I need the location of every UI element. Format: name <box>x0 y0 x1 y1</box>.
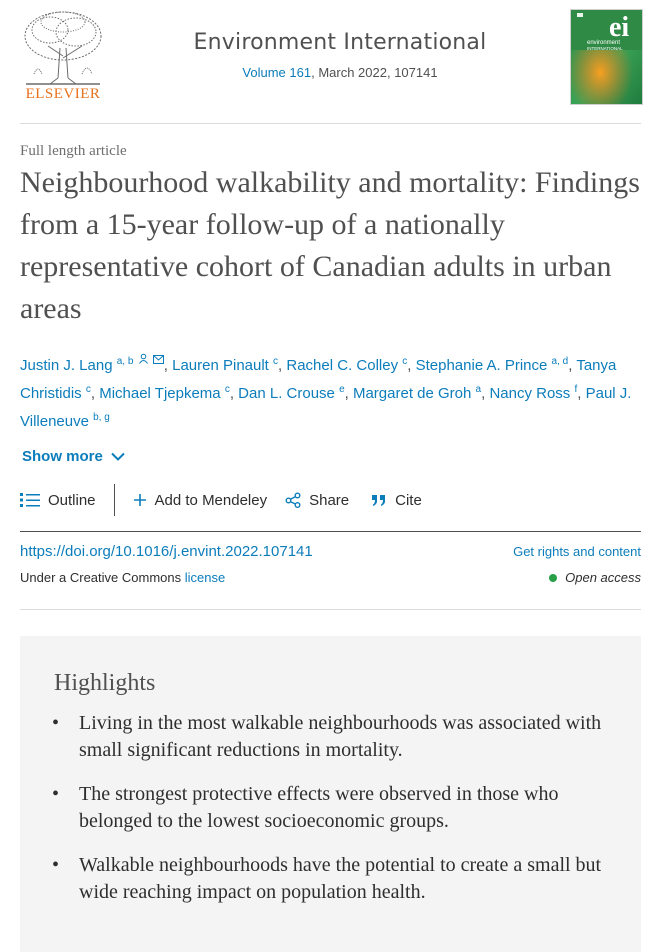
list-item <box>52 852 612 906</box>
license-link[interactable]: license <box>184 570 226 585</box>
journal-issue <box>140 65 540 80</box>
list-icon <box>20 492 40 508</box>
author-link[interactable]: Lauren Pinault <box>172 357 269 374</box>
journal-info <box>140 30 540 80</box>
article-title: Neighbourhood walkability and mortality: Findings from a 15-year follow-up of a nationally representative cohort of Canadian adults in urban areas <box>20 166 640 325</box>
email-icon[interactable] <box>153 355 164 364</box>
bullet-icon: • <box>52 712 60 734</box>
bullet-icon: • <box>52 783 60 805</box>
share-label: Share <box>309 491 350 509</box>
highlight-text: Living in the most walkable neighbourhoods was associated with small significant reductions in mortality. <box>79 712 602 761</box>
highlights-list <box>52 710 612 923</box>
author-link[interactable]: Rachel C. Colley <box>286 357 399 374</box>
bullet-icon: • <box>52 854 60 876</box>
cover-image-icon <box>571 10 643 105</box>
author-affiliation[interactable]: b, g <box>93 412 110 423</box>
list-item <box>52 781 612 835</box>
svg-text:INTERNATIONAL: INTERNATIONAL <box>587 46 623 51</box>
outline-label: Outline <box>48 491 96 509</box>
highlight-text: Walkable neighbourhoods have the potential to create a small but wide reaching impact on population health. <box>79 854 602 903</box>
add-to-mendeley-button[interactable] <box>133 492 268 509</box>
license-line <box>20 570 225 585</box>
license-prefix: Under a Creative Commons <box>20 570 185 585</box>
cite-label: Cite <box>395 491 422 509</box>
open-access-dot-icon <box>549 574 557 582</box>
share-button[interactable] <box>285 492 349 509</box>
plus-icon <box>133 493 147 507</box>
article-type: Full length article <box>20 143 127 159</box>
author-affiliation[interactable]: a, d <box>551 356 569 367</box>
mendeley-label: Add to Mendeley <box>154 491 268 509</box>
article-toolbar <box>20 484 422 516</box>
journal-title[interactable]: Environment International <box>193 30 487 55</box>
toolbar-divider <box>20 531 641 532</box>
highlights-title: Highlights <box>54 670 156 696</box>
author-link[interactable]: Justin J. Lang <box>20 357 113 374</box>
author-affiliation[interactable]: a, b <box>116 356 134 367</box>
toolbar-separator <box>114 484 115 516</box>
person-icon[interactable] <box>138 353 149 364</box>
header-divider <box>20 123 641 124</box>
author-link[interactable]: Paul J. Villeneuve <box>20 385 632 430</box>
author-affiliation[interactable]: c <box>402 356 408 367</box>
author-affiliation[interactable]: c <box>224 384 230 395</box>
svg-text:ei: ei <box>609 12 630 43</box>
outline-button[interactable] <box>20 492 96 509</box>
quote-icon <box>371 493 387 507</box>
author-link[interactable]: Dan L. Crouse <box>238 385 335 402</box>
doi-link[interactable]: https://doi.org/10.1016/j.envint.2022.107141 <box>20 543 313 560</box>
author-affiliation[interactable]: c <box>273 356 279 367</box>
author-link[interactable]: Margaret de Groh <box>352 385 472 402</box>
author-affiliation[interactable]: c <box>85 384 91 395</box>
show-more-label: Show more <box>22 448 103 465</box>
author-link[interactable]: Stephanie A. Prince <box>415 357 548 374</box>
list-item <box>52 710 612 764</box>
highlight-text: The strongest protective effects were observed in those who belonged to the lowest socioeconomic groups. <box>79 783 559 832</box>
journal-cover[interactable] <box>570 9 643 105</box>
author-link[interactable]: Michael Tjepkema <box>99 385 221 402</box>
author-affiliation[interactable]: e <box>339 384 345 395</box>
publisher-name: ELSEVIER <box>25 86 101 102</box>
cite-button[interactable] <box>371 492 422 509</box>
show-more-button[interactable] <box>22 448 125 465</box>
author-list: Justin J. Lang $^{a, b}$ , Lauren Pinault $^c$, Rachel C. Colley $^c$, Stephanie A. Prince $^{a, d}$, Tanya Christidis $^c$, Michael Tjepkema $^c$, Dan L. Crouse $^e$, Margaret de Groh $^a$, Nancy Ross $^f$, Paul J. Villeneuve $^{b, g}$ <box>20 352 641 436</box>
open-access-badge <box>549 570 641 585</box>
chevron-down-icon <box>111 452 125 461</box>
tree-logo-icon <box>20 8 106 86</box>
share-icon <box>285 492 301 508</box>
author-affiliation[interactable]: a <box>475 384 482 395</box>
issue-info: , March 2022, 107141 <box>311 65 438 80</box>
svg-text:environment: environment <box>587 40 621 46</box>
journal-header <box>0 0 653 124</box>
author-link[interactable]: Tanya Christidis <box>20 357 617 402</box>
access-divider <box>20 609 641 610</box>
volume-link[interactable]: Volume 161 <box>242 65 312 80</box>
open-access-label: Open access <box>565 570 641 585</box>
rights-link[interactable]: Get rights and content <box>513 544 641 559</box>
highlights-section <box>20 636 641 952</box>
author-link[interactable]: Nancy Ross <box>489 385 571 402</box>
author-affiliation[interactable]: f <box>574 384 578 395</box>
